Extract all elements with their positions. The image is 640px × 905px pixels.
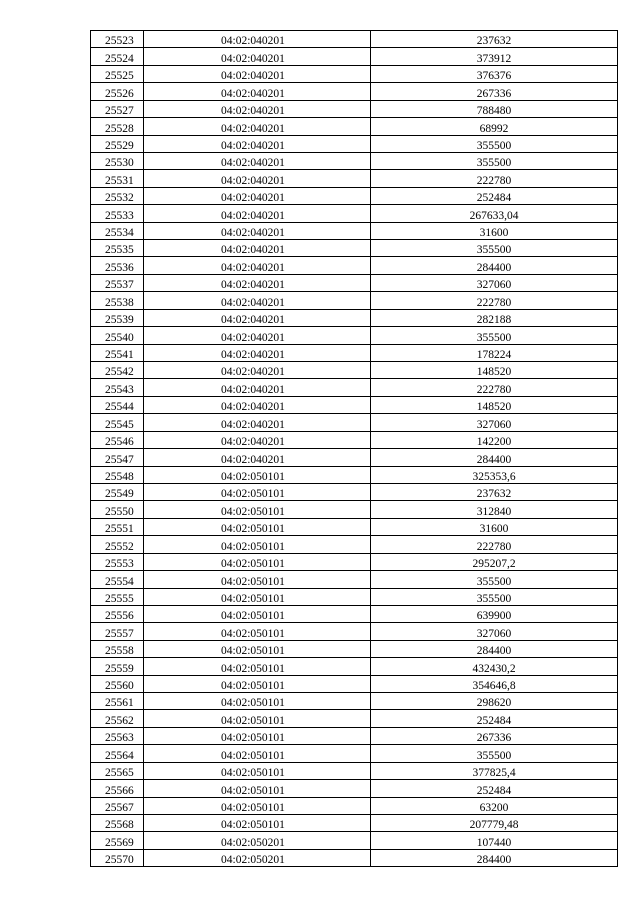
table-row [91, 658, 618, 675]
code-cell: 04:02:040201 [144, 118, 371, 135]
row-number-cell: 25537 [91, 274, 144, 291]
code-cell: 04:02:050101 [144, 675, 371, 692]
row-number-cell: 25538 [91, 292, 144, 309]
table-row [91, 344, 618, 361]
code-cell: 04:02:040201 [144, 100, 371, 117]
value-cell: 377825,4 [371, 762, 618, 779]
row-number-cell: 25559 [91, 658, 144, 675]
table-row [91, 414, 618, 431]
table-row [91, 379, 618, 396]
row-number-cell: 25543 [91, 379, 144, 396]
value-cell: 63200 [371, 797, 618, 814]
row-number-cell: 25566 [91, 780, 144, 797]
table-row [91, 309, 618, 326]
table-row [91, 710, 618, 727]
table-row [91, 292, 618, 309]
table-row [91, 518, 618, 535]
code-cell: 04:02:040201 [144, 344, 371, 361]
table-row [91, 100, 618, 117]
code-cell: 04:02:040201 [144, 65, 371, 82]
code-cell: 04:02:040201 [144, 240, 371, 257]
row-number-cell: 25552 [91, 536, 144, 553]
value-cell: 788480 [371, 100, 618, 117]
table-row [91, 31, 618, 48]
table-row [91, 553, 618, 570]
value-cell: 222780 [371, 536, 618, 553]
table-row [91, 222, 618, 239]
table-row [91, 396, 618, 413]
table-row [91, 640, 618, 657]
table-row [91, 605, 618, 622]
table-row [91, 588, 618, 605]
row-number-cell: 25554 [91, 571, 144, 588]
row-number-cell: 25549 [91, 483, 144, 500]
table-row [91, 762, 618, 779]
row-number-cell: 25529 [91, 135, 144, 152]
value-cell: 432430,2 [371, 658, 618, 675]
table-row [91, 118, 618, 135]
value-cell: 252484 [371, 710, 618, 727]
code-cell: 04:02:050101 [144, 745, 371, 762]
row-number-cell: 25539 [91, 309, 144, 326]
row-number-cell: 25547 [91, 449, 144, 466]
table-row [91, 83, 618, 100]
code-cell: 04:02:040201 [144, 431, 371, 448]
document-page [90, 30, 617, 867]
row-number-cell: 25542 [91, 362, 144, 379]
value-cell: 327060 [371, 274, 618, 291]
row-number-cell: 25565 [91, 762, 144, 779]
code-cell: 04:02:040201 [144, 222, 371, 239]
row-number-cell: 25523 [91, 31, 144, 48]
value-cell: 295207,2 [371, 553, 618, 570]
row-number-cell: 25567 [91, 797, 144, 814]
code-cell: 04:02:040201 [144, 48, 371, 65]
table-row [91, 814, 618, 831]
row-number-cell: 25561 [91, 693, 144, 710]
code-cell: 04:02:040201 [144, 83, 371, 100]
table-row [91, 257, 618, 274]
code-cell: 04:02:050101 [144, 571, 371, 588]
code-cell: 04:02:040201 [144, 152, 371, 169]
table-row [91, 483, 618, 500]
table-row [91, 135, 618, 152]
table-row [91, 187, 618, 204]
table-row [91, 48, 618, 65]
value-cell: 327060 [371, 414, 618, 431]
value-cell: 31600 [371, 222, 618, 239]
row-number-cell: 25531 [91, 170, 144, 187]
value-cell: 312840 [371, 501, 618, 518]
table-row [91, 780, 618, 797]
code-cell: 04:02:040201 [144, 257, 371, 274]
value-cell: 267336 [371, 727, 618, 744]
row-number-cell: 25557 [91, 623, 144, 640]
code-cell: 04:02:040201 [144, 31, 371, 48]
row-number-cell: 25525 [91, 65, 144, 82]
row-number-cell: 25524 [91, 48, 144, 65]
value-cell: 327060 [371, 623, 618, 640]
row-number-cell: 25560 [91, 675, 144, 692]
table-row [91, 205, 618, 222]
code-cell: 04:02:050101 [144, 483, 371, 500]
value-cell: 639900 [371, 605, 618, 622]
value-cell: 31600 [371, 518, 618, 535]
table-row [91, 571, 618, 588]
code-cell: 04:02:040201 [144, 309, 371, 326]
table-row [91, 274, 618, 291]
table-row [91, 240, 618, 257]
row-number-cell: 25555 [91, 588, 144, 605]
row-number-cell: 25558 [91, 640, 144, 657]
code-cell: 04:02:050201 [144, 832, 371, 849]
table-row [91, 849, 618, 866]
table-row [91, 501, 618, 518]
table-row [91, 170, 618, 187]
table-row [91, 832, 618, 849]
value-cell: 222780 [371, 292, 618, 309]
value-cell: 148520 [371, 362, 618, 379]
row-number-cell: 25533 [91, 205, 144, 222]
code-cell: 04:02:040201 [144, 379, 371, 396]
value-cell: 355500 [371, 135, 618, 152]
value-cell: 282188 [371, 309, 618, 326]
value-cell: 284400 [371, 640, 618, 657]
table-row [91, 431, 618, 448]
row-number-cell: 25551 [91, 518, 144, 535]
value-cell: 222780 [371, 379, 618, 396]
code-cell: 04:02:040201 [144, 414, 371, 431]
row-number-cell: 25536 [91, 257, 144, 274]
code-cell: 04:02:050101 [144, 780, 371, 797]
value-cell: 222780 [371, 170, 618, 187]
row-number-cell: 25570 [91, 849, 144, 866]
code-cell: 04:02:050101 [144, 588, 371, 605]
code-cell: 04:02:050101 [144, 797, 371, 814]
value-cell: 178224 [371, 344, 618, 361]
code-cell: 04:02:050101 [144, 553, 371, 570]
value-cell: 267633,04 [371, 205, 618, 222]
code-cell: 04:02:040201 [144, 292, 371, 309]
code-cell: 04:02:050101 [144, 466, 371, 483]
code-cell: 04:02:050101 [144, 605, 371, 622]
row-number-cell: 25568 [91, 814, 144, 831]
table-row [91, 797, 618, 814]
value-cell: 142200 [371, 431, 618, 448]
code-cell: 04:02:050101 [144, 623, 371, 640]
value-cell: 68992 [371, 118, 618, 135]
code-cell: 04:02:050101 [144, 762, 371, 779]
value-cell: 373912 [371, 48, 618, 65]
row-number-cell: 25546 [91, 431, 144, 448]
value-cell: 107440 [371, 832, 618, 849]
value-cell: 355500 [371, 588, 618, 605]
value-cell: 355500 [371, 745, 618, 762]
row-number-cell: 25562 [91, 710, 144, 727]
value-cell: 355500 [371, 152, 618, 169]
row-number-cell: 25564 [91, 745, 144, 762]
table-row [91, 693, 618, 710]
code-cell: 04:02:050201 [144, 849, 371, 866]
value-cell: 284400 [371, 257, 618, 274]
code-cell: 04:02:040201 [144, 170, 371, 187]
row-number-cell: 25569 [91, 832, 144, 849]
value-cell: 252484 [371, 187, 618, 204]
row-number-cell: 25541 [91, 344, 144, 361]
value-cell: 207779,48 [371, 814, 618, 831]
value-cell: 355500 [371, 327, 618, 344]
data-table [90, 30, 618, 867]
code-cell: 04:02:050101 [144, 536, 371, 553]
code-cell: 04:02:040201 [144, 449, 371, 466]
table-row [91, 675, 618, 692]
code-cell: 04:02:050101 [144, 658, 371, 675]
table-body [91, 31, 618, 867]
value-cell: 237632 [371, 483, 618, 500]
value-cell: 355500 [371, 240, 618, 257]
table-row [91, 152, 618, 169]
row-number-cell: 25545 [91, 414, 144, 431]
code-cell: 04:02:050101 [144, 727, 371, 744]
table-row [91, 745, 618, 762]
row-number-cell: 25548 [91, 466, 144, 483]
value-cell: 298620 [371, 693, 618, 710]
code-cell: 04:02:050101 [144, 518, 371, 535]
table-row [91, 362, 618, 379]
table-row [91, 466, 618, 483]
table-row [91, 623, 618, 640]
value-cell: 237632 [371, 31, 618, 48]
value-cell: 325353,6 [371, 466, 618, 483]
row-number-cell: 25556 [91, 605, 144, 622]
value-cell: 354646,8 [371, 675, 618, 692]
code-cell: 04:02:040201 [144, 274, 371, 291]
table-row [91, 536, 618, 553]
row-number-cell: 25553 [91, 553, 144, 570]
code-cell: 04:02:040201 [144, 362, 371, 379]
row-number-cell: 25527 [91, 100, 144, 117]
table-row [91, 727, 618, 744]
row-number-cell: 25534 [91, 222, 144, 239]
value-cell: 148520 [371, 396, 618, 413]
code-cell: 04:02:040201 [144, 135, 371, 152]
value-cell: 376376 [371, 65, 618, 82]
row-number-cell: 25550 [91, 501, 144, 518]
value-cell: 252484 [371, 780, 618, 797]
value-cell: 355500 [371, 571, 618, 588]
code-cell: 04:02:050101 [144, 710, 371, 727]
value-cell: 284400 [371, 449, 618, 466]
table-row [91, 65, 618, 82]
row-number-cell: 25540 [91, 327, 144, 344]
code-cell: 04:02:050101 [144, 501, 371, 518]
row-number-cell: 25528 [91, 118, 144, 135]
table-row [91, 449, 618, 466]
row-number-cell: 25532 [91, 187, 144, 204]
row-number-cell: 25535 [91, 240, 144, 257]
code-cell: 04:02:040201 [144, 396, 371, 413]
table-row [91, 327, 618, 344]
value-cell: 267336 [371, 83, 618, 100]
row-number-cell: 25563 [91, 727, 144, 744]
code-cell: 04:02:040201 [144, 327, 371, 344]
code-cell: 04:02:050101 [144, 640, 371, 657]
row-number-cell: 25526 [91, 83, 144, 100]
row-number-cell: 25544 [91, 396, 144, 413]
code-cell: 04:02:040201 [144, 187, 371, 204]
value-cell: 284400 [371, 849, 618, 866]
code-cell: 04:02:050101 [144, 814, 371, 831]
code-cell: 04:02:040201 [144, 205, 371, 222]
code-cell: 04:02:050101 [144, 693, 371, 710]
row-number-cell: 25530 [91, 152, 144, 169]
